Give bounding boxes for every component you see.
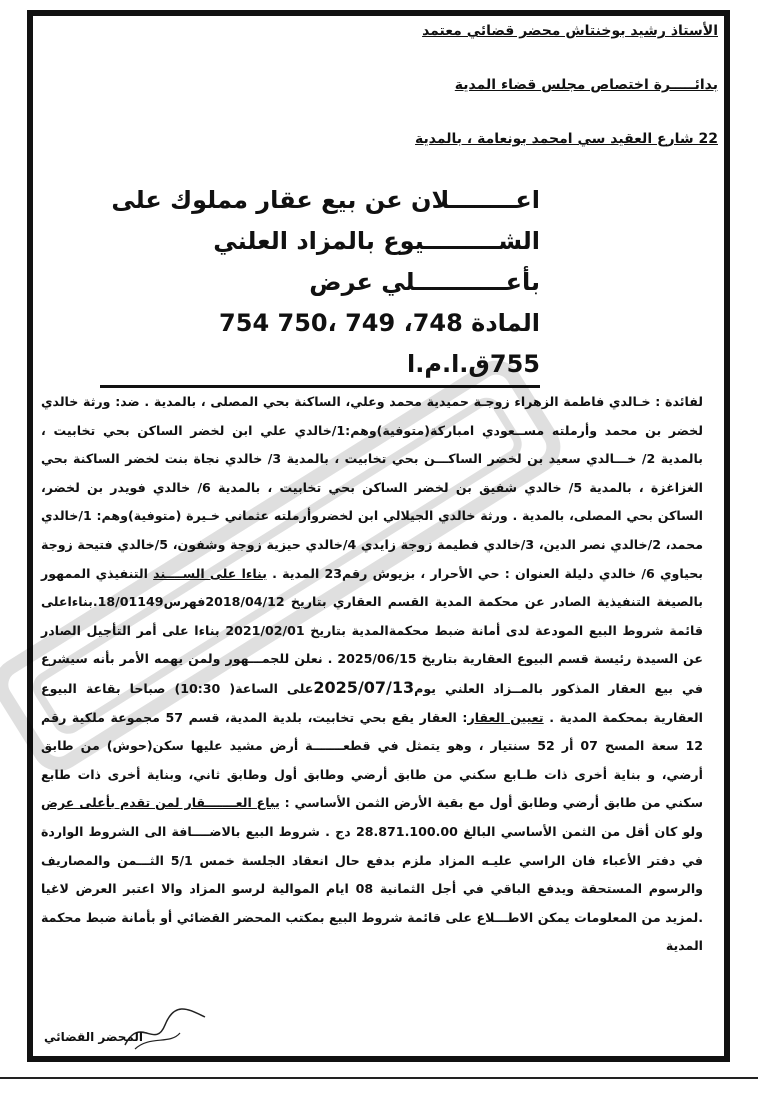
body-parties: لفائدة : خـالدي فاطمة الزهراء زوجـة حميدية محمد وعلي، الساكنة بحي المصلى ، بالمدية . ضد: ورثة خالدي لخضر بن محمد وأرملته مســعودي امباركة(متوفية)وهم:1/خالدي علي ابن لخضر الساكن بحي تخابيت ، بالمدية 2/ خـــالدي سعيد بن لخضر الساكـــن بحي تخابيت ، بالمدية 3/ خالدي نجاة بنت لخضر الساكنة بحي الغزاغزة ، بالمدية 5/ خالدي شفيق بن لخضر الساكن بحي تخابيت ، بالمدية 6/ خالدي فويدر بن لخضر، الساكن بحي المصلى، بالمدية . ورثة خالدي الجيلالي ابن لخضروأرملته عثماني خـيرة (متوفية)وهم: 1/خالدي محمد، 2/خالدي نصر الدين، 3/خالدي فطيمة زوجة زايدي 4/خالدي حيزية زوجة وشفون، 5/خالدي فتيحة زوجة بحياوي 6/ خالدي دليلة العنوان : حي الأحرار ، بزيوش رقم23 المدية .	[41, 394, 704, 581]
body-legal-basis: التنفيذي الممهور بالصيغة التنفيذية الصادر عن محكمة المدية القسم العقاري بتاريخ 2018/04/12فهرس18/01149.بناءاعلى قائمة شروط البيع المودعة لدى أمانة ضبط محكمةالمدية بتاريخ 2021/02/01 بناءا على أمر التأجيل الصادر عن السيدة رئيسة قسم البيوع العقارية بتاريخ 2025/06/15 . نعلن للجمـــهور ولمن يهمه الأمر بأنه سيشرع في بيع العقار المذكور بالمــزاد العلني يوم	[41, 565, 704, 696]
body-sale-date: 2025/07/13	[313, 677, 415, 697]
bailiff-header	[298, 22, 718, 184]
body-property-description: : العقار يقع بحي تخابيت، بلدية المدية، قسم 57 مجموعة ملكية رقم 12 سعة المسح 07 أر 52 سنتيار ، وهو يتمثل في قطعـــــــة أرض مشيد عليها سكن(حوش) من طابق أرضي، و بناية أخرى ذات طـابع سكني من طابق أرضي وطابق أول وطابق ثاني، وبناية أخرى ذات طابع سكني من طابق أرضي وطابق أول مع بقية الأرض الثمن الأساسي :	[41, 709, 703, 811]
announcement-body	[41, 388, 703, 961]
announcement-title	[100, 180, 540, 388]
signature-label: المحضر القضائي	[44, 1030, 144, 1044]
title-line-3: بأعـــــــــــلي عرض	[309, 268, 540, 296]
body-bina-label: بناءا على الســــند	[153, 565, 267, 581]
body-property-label: تعيين العقار	[467, 709, 544, 725]
body-sale-time: على الساعة( 10:30) صباحا بقاعة البيوع العقارية بمحكمة المدية .	[41, 680, 703, 725]
title-line-1: اعــــــــلان عن بيع عقار مملوك على	[111, 186, 540, 214]
title-line-4: المادة 748، 749 ،750 754 755ق.ا.م.ا	[100, 303, 540, 388]
bailiff-jurisdiction: بدائـــــرة اختصاص مجلس قضاء المدية	[454, 77, 718, 93]
body-sale-conditions: ولو كان أقل من الثمن الأساسي البالغ 28.871.100.00 دج . شروط البيع بالاضــــافة الى الشروط الواردة في دفتر الأعباء فان الراسي عليـه المزاد ملزم بدفع حال انعقاد الجلسة خمس 5/1 الثـــمن والمصاريف والرسوم المستحقة ويدفع الباقي في أجل الثمانية 08 ايام الموالية لرسو المزاد والا اعتبر العرض لاغيا .لمزيد من المعلومات يمكن الاطـــلاع على قائمة شروط البيع بمكتب المحضر القضائي أو بأمانة ضبط محكمة المدية	[41, 823, 703, 954]
bailiff-name: الأستاذ رشيد بوخنتاش محضر قضائي معتمد	[422, 23, 718, 39]
title-line-2: الشـــــــــيوع بالمزاد العلني	[213, 227, 540, 255]
body-sale-clause: يباع العـــــــقار لمن تقدم بأعلى عرض	[41, 795, 280, 811]
bailiff-address: 22 شارع العقيد سي امحمد بونعامة ، بالمدية	[415, 131, 718, 147]
page-bottom-rule	[0, 1077, 758, 1079]
